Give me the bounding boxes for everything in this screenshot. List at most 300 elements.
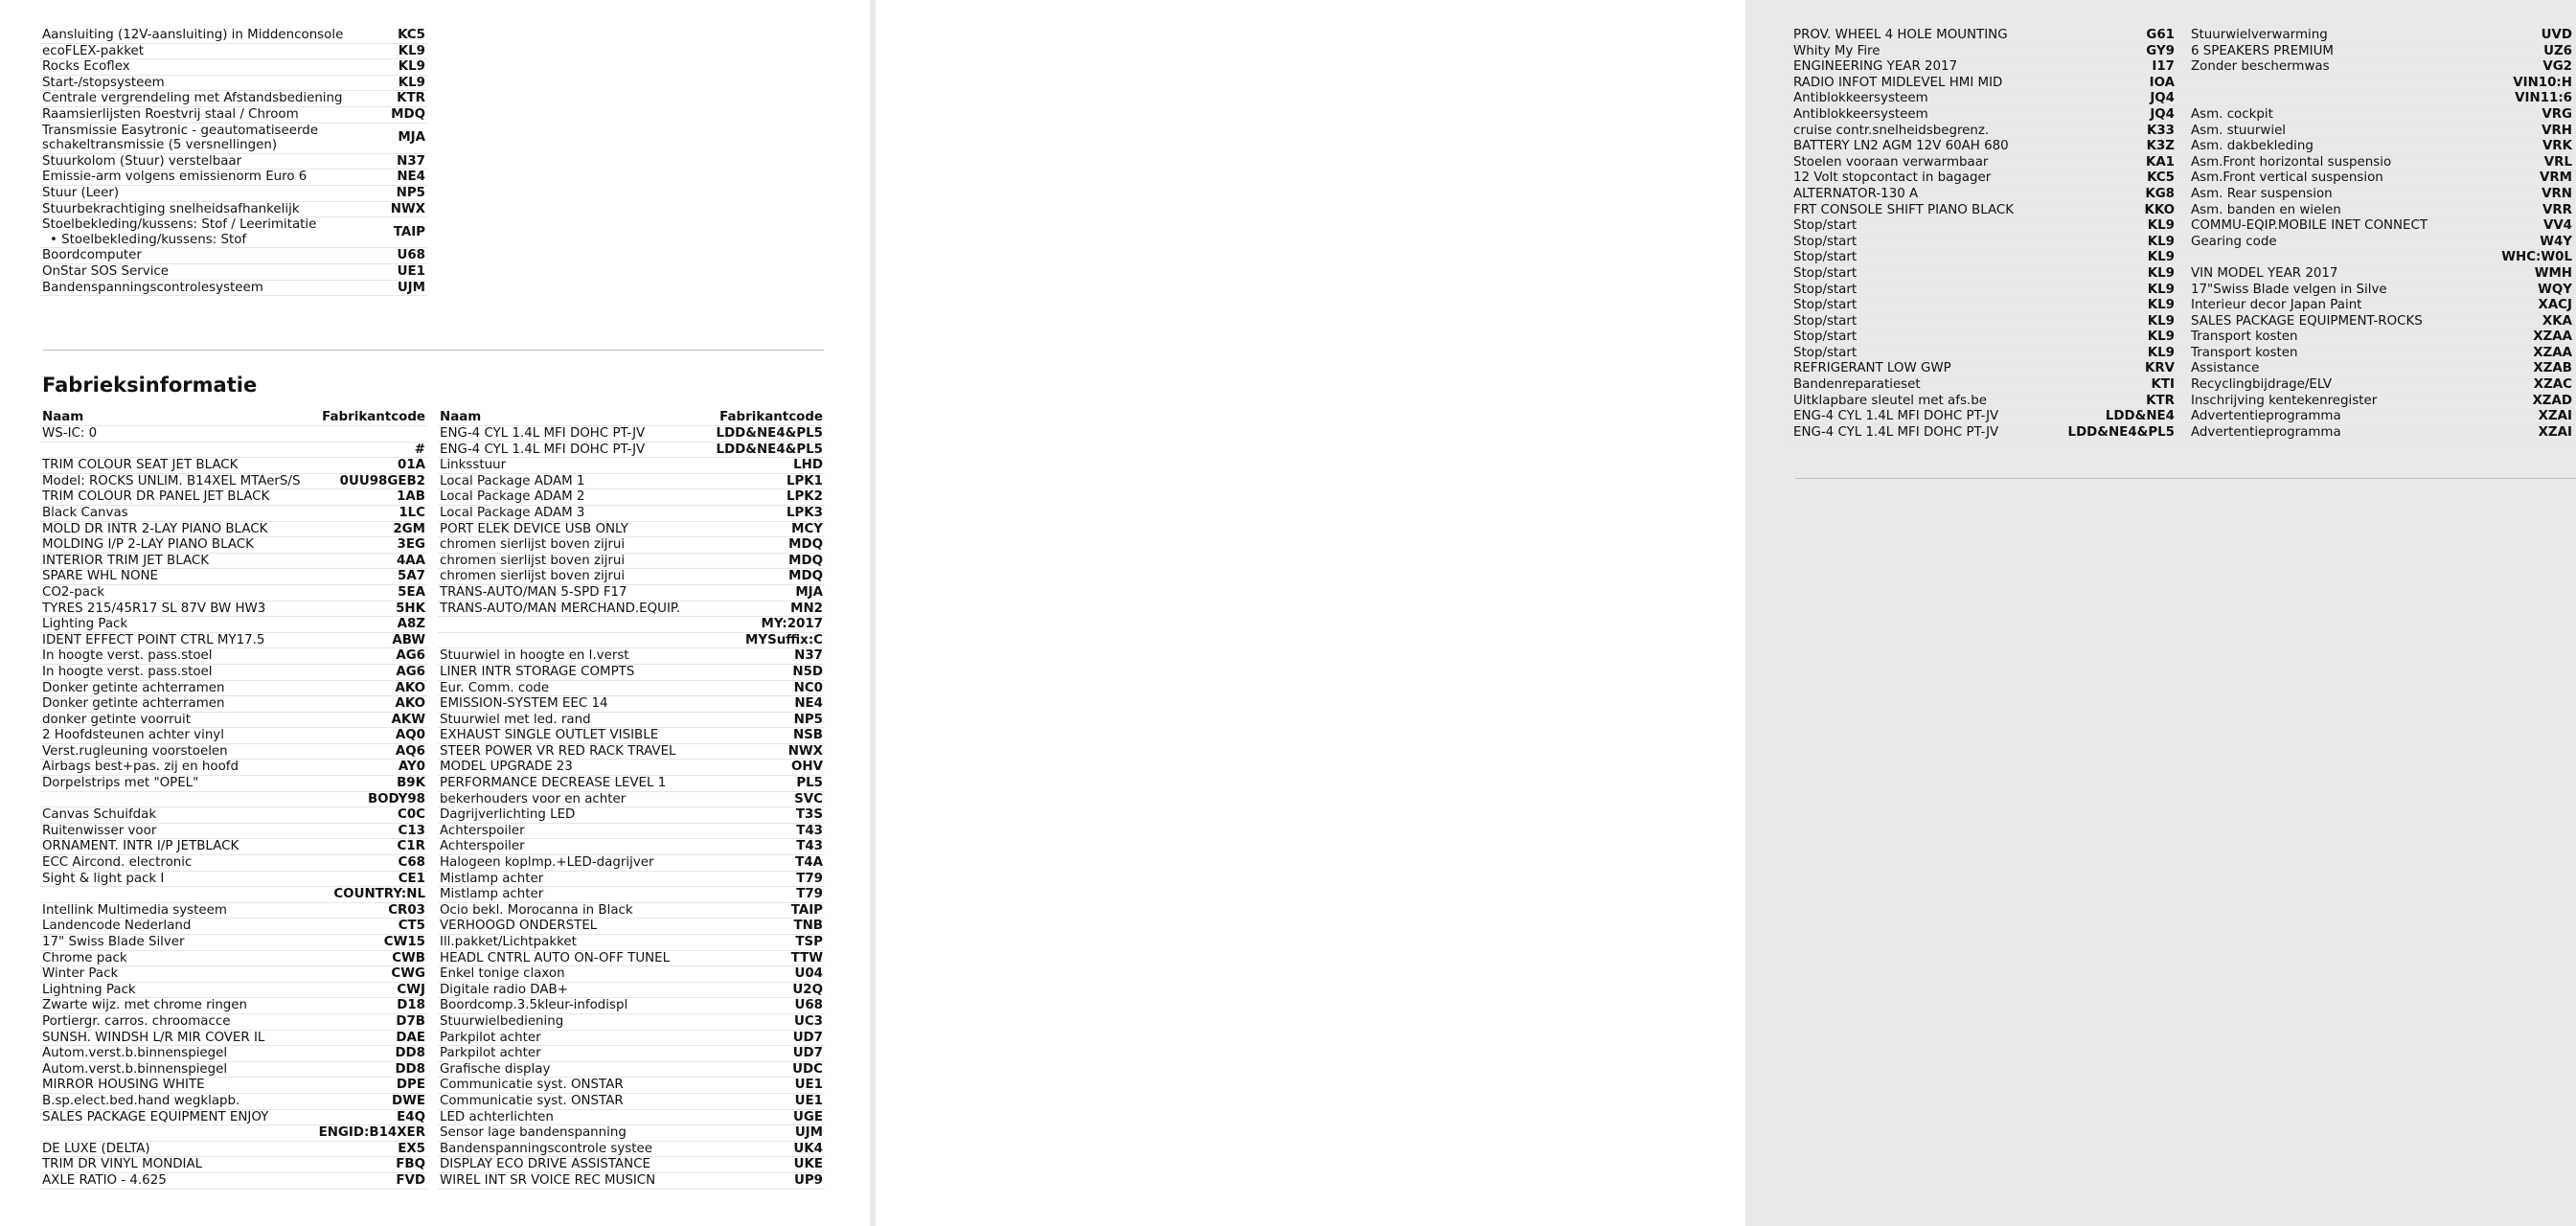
table-row [1791, 329, 2177, 346]
row-name-text: cruise contr.snelheidsbegrenz. [1793, 123, 1990, 138]
row-name [438, 743, 712, 760]
row-name [2189, 329, 2459, 346]
row-name [40, 1109, 314, 1125]
row-name [40, 871, 314, 887]
row-name [40, 458, 314, 474]
row-code: U04 [712, 966, 825, 983]
table-row [2189, 361, 2574, 377]
table-row [1791, 186, 2177, 202]
table-row [40, 966, 427, 983]
row-name-text: Centrale vergrendeling met Afstandsbediening [42, 91, 343, 106]
table-row [438, 712, 825, 728]
row-code: MYSuffix:C [712, 632, 825, 648]
row-name [438, 696, 712, 713]
table-row [2189, 43, 2574, 59]
row-name-text: DISPLAY ECO DRIVE ASSISTANCE [440, 1157, 650, 1172]
table-row [40, 919, 427, 935]
row-name-text: TRANS-AUTO/MAN MERCHAND.EQUIP. [440, 601, 681, 616]
row-name [40, 1172, 314, 1189]
row-code: TAIP [712, 902, 825, 919]
row-name-text: Inschrijving kentekenregister [2191, 393, 2378, 408]
row-name [438, 489, 712, 506]
table-row [40, 712, 427, 728]
row-name [40, 426, 314, 443]
row-name [40, 712, 314, 728]
row-name [438, 712, 712, 728]
table-row [1791, 282, 2177, 298]
row-name [40, 902, 314, 919]
row-code: WQY [2459, 282, 2574, 298]
row-code: VRM [2459, 170, 2574, 187]
row-name [438, 537, 712, 554]
row-code: CT5 [314, 919, 427, 935]
row-code: VV4 [2459, 218, 2574, 235]
row-name [438, 680, 712, 696]
row-name-text: Mistlamp achter [440, 887, 544, 902]
row-code: C0C [314, 807, 427, 824]
table-row [40, 1093, 427, 1109]
row-code: KTI [2062, 377, 2177, 394]
table-row [1791, 250, 2177, 266]
row-code: AKW [314, 712, 427, 728]
row-name-text: Stuurwielverwarming [2191, 28, 2328, 42]
row-name [40, 1157, 314, 1173]
row-name [40, 743, 314, 760]
table-row [438, 839, 825, 855]
row-code: NC0 [712, 680, 825, 696]
row-name [438, 426, 712, 443]
row-name [40, 473, 314, 489]
row-code: T4A [712, 855, 825, 872]
row-code: DPE [314, 1078, 427, 1094]
row-name-text: AXLE RATIO - 4.625 [42, 1172, 167, 1188]
row-name-text: Achterspoiler [440, 823, 525, 838]
row-name-text: Zonder beschermwas [2191, 59, 2330, 75]
table-row [40, 776, 427, 792]
row-name [40, 601, 314, 617]
row-name-text: Stuur (Leer) [42, 185, 120, 200]
row-code: T43 [712, 839, 825, 855]
row-code: ABW [314, 632, 427, 648]
table-row [40, 153, 427, 170]
table-row [1791, 170, 2177, 187]
table-row [40, 170, 427, 186]
row-code: NSB [712, 728, 825, 744]
table-row [438, 537, 825, 554]
row-code: UJM [712, 1125, 825, 1142]
row-name [2189, 250, 2459, 266]
row-name [2189, 393, 2459, 409]
row-code: MCY [712, 521, 825, 537]
row-name [40, 1030, 314, 1046]
row-name-text: LINER INTR STORAGE COMPTS [440, 664, 635, 679]
table-row [2189, 218, 2574, 235]
table-row [1791, 28, 2177, 43]
row-code: UC3 [712, 1013, 825, 1030]
row-code: UE1 [712, 1078, 825, 1094]
row-name-text: SPARE WHL NONE [42, 569, 158, 584]
row-name [438, 1030, 712, 1046]
table-row [438, 442, 825, 458]
row-code: ENGID:B14XER [314, 1125, 427, 1142]
row-code: I17 [2062, 59, 2177, 76]
row-name [438, 569, 712, 585]
row-name-text: MOLD DR INTR 2-LAY PIANO BLACK [42, 521, 268, 536]
table-row [40, 248, 427, 264]
row-name [438, 982, 712, 998]
row-name [1791, 393, 2062, 409]
table-row [40, 489, 427, 506]
row-name-text: chromen sierlijst boven zijrui [440, 537, 626, 553]
row-name [40, 664, 314, 680]
header-code: Fabrikantcode [314, 410, 427, 426]
row-code: NP5 [712, 712, 825, 728]
table-row [40, 505, 427, 521]
table-row [40, 1141, 427, 1157]
table-row [1791, 154, 2177, 170]
table-row [438, 426, 825, 443]
row-name [438, 760, 712, 776]
row-name-text: Raamsierlijsten Roestvrij staal / Chroom [42, 106, 299, 122]
row-name [438, 473, 712, 489]
table-row [2189, 377, 2574, 394]
table-row [1791, 424, 2177, 441]
row-code: LDD&NE4&PL5 [2062, 424, 2177, 441]
row-name-text: Linksstuur [440, 458, 507, 473]
row-name-text: Sensor lage bandenspanning [440, 1125, 627, 1141]
row-name [1791, 265, 2062, 282]
table-row [438, 966, 825, 983]
row-name [438, 855, 712, 872]
table-row [40, 263, 427, 280]
row-code: AQ6 [314, 743, 427, 760]
table-row [1791, 313, 2177, 329]
table-row [40, 839, 427, 855]
row-name-text: PROV. WHEEL 4 HOLE MOUNTING [1793, 28, 2008, 42]
table-row [40, 426, 427, 443]
row-name-text: Parkpilot achter [440, 1046, 541, 1061]
row-name-text: Asm. Rear suspension [2191, 186, 2333, 201]
table-row [438, 1046, 825, 1062]
row-code: XACJ [2459, 298, 2574, 314]
row-name [1791, 282, 2062, 298]
table-row [438, 1109, 825, 1125]
table-row [40, 201, 427, 217]
row-code: OHV [712, 760, 825, 776]
row-name-text: Autom.verst.b.binnenspiegel [42, 1061, 228, 1077]
table-row [438, 1013, 825, 1030]
row-name-text: Lighting Pack [42, 617, 128, 632]
row-name [2189, 59, 2459, 76]
row-name-text: donker getinte voorruit [42, 712, 191, 727]
row-name [40, 442, 314, 458]
table-row [40, 680, 427, 696]
row-name [40, 807, 314, 824]
row-name-text: 6 SPEAKERS PREMIUM [2191, 43, 2334, 58]
table-row [40, 982, 427, 998]
row-name [2189, 265, 2459, 282]
row-code: # [314, 442, 427, 458]
table-row [2189, 170, 2574, 187]
row-name-text: Canvas Schuifdak [42, 807, 157, 823]
row-code: 1LC [314, 505, 427, 521]
row-name-text: ECC Aircond. electronic [42, 855, 193, 871]
table-row [2189, 282, 2574, 298]
table-row [1791, 298, 2177, 314]
row-code: UE1 [356, 263, 427, 280]
table-row [438, 743, 825, 760]
row-name-text: SUNSH. WINDSH L/R MIR COVER IL [42, 1030, 265, 1045]
table-row [438, 489, 825, 506]
row-name [40, 1141, 314, 1157]
row-name-text: TRIM COLOUR SEAT JET BLACK [42, 458, 239, 473]
row-code: TTW [712, 950, 825, 966]
table-row [438, 473, 825, 489]
row-code: XZAI [2459, 409, 2574, 425]
row-code: VRH [2459, 123, 2574, 139]
row-name [40, 950, 314, 966]
row-name [40, 760, 314, 776]
table-row [40, 823, 427, 839]
table-row [40, 1046, 427, 1062]
row-name [40, 1061, 314, 1078]
table-row [438, 632, 825, 648]
table-row [438, 553, 825, 569]
row-name-text: Black Canvas [42, 505, 128, 520]
table-row [1791, 75, 2177, 91]
row-name [438, 648, 712, 665]
table-row [438, 1061, 825, 1078]
row-name-text: STEER POWER VR RED RACK TRAVEL [440, 743, 676, 759]
table-row [40, 185, 427, 201]
row-name [438, 1141, 712, 1157]
row-name [1791, 106, 2062, 123]
row-name-text: Local Package ADAM 3 [440, 505, 585, 520]
row-name [1791, 298, 2062, 314]
row-name [1791, 250, 2062, 266]
options-table [40, 28, 427, 296]
section-divider [1795, 478, 2576, 479]
row-name [40, 887, 314, 903]
row-code: KC5 [356, 28, 427, 43]
row-name-text: bekerhouders voor en achter [440, 791, 627, 806]
row-name-text: Ruitenwisser voor [42, 823, 157, 838]
row-code: DD8 [314, 1061, 427, 1078]
row-name [40, 170, 356, 186]
table-row [40, 791, 427, 807]
row-code: UJM [356, 280, 427, 296]
table-row [438, 998, 825, 1014]
row-code: AKO [314, 680, 427, 696]
row-name-text: 17" Swiss Blade Silver [42, 935, 185, 949]
table-row [2189, 91, 2574, 107]
table-row [40, 998, 427, 1014]
row-name [40, 280, 356, 296]
row-code: JQ4 [2062, 106, 2177, 123]
table-row [40, 584, 427, 601]
row-code: UZ6 [2459, 43, 2574, 59]
table-row [2189, 59, 2574, 76]
table-row [1791, 361, 2177, 377]
row-name-text: 12 Volt stopcontact in bagager [1793, 170, 1992, 186]
row-name-text: COMMU-EQIP.MOBILE INET CONNECT [2191, 218, 2428, 234]
row-name [438, 553, 712, 569]
row-name-text: SALES PACKAGE EQUIPMENT-ROCKS [2191, 313, 2423, 329]
row-code: TSP [712, 935, 825, 951]
header-code: Fabrikantcode [712, 410, 825, 426]
table-row [1791, 234, 2177, 250]
row-code: CWG [314, 966, 427, 983]
row-code: C13 [314, 823, 427, 839]
row-name-text: Start-/stopsysteem [42, 75, 165, 90]
table-row [438, 1157, 825, 1173]
row-code: BODY98 [314, 791, 427, 807]
row-name-text: INTERIOR TRIM JET BLACK [42, 553, 210, 568]
row-name-text: Asm.Front vertical suspension [2191, 170, 2383, 186]
row-name-text: WIREL INT SR VOICE REC MUSICN [440, 1172, 656, 1188]
row-name-text: Ill.pakket/Lichtpakket [440, 935, 577, 949]
table-row [40, 217, 427, 248]
row-name-text: VIN MODEL YEAR 2017 [2191, 265, 2338, 281]
row-name [40, 248, 356, 264]
row-code: U68 [356, 248, 427, 264]
table-row [1791, 91, 2177, 107]
row-code: KTR [2062, 393, 2177, 409]
table-row [40, 442, 427, 458]
table-row [40, 106, 427, 123]
row-name [1791, 377, 2062, 394]
row-name-text: SALES PACKAGE EQUIPMENT ENJOY [42, 1109, 269, 1124]
row-name-text: Stop/start [1793, 250, 1858, 265]
row-name [40, 75, 356, 91]
factory-table-col3 [1791, 28, 2177, 441]
row-name [40, 201, 356, 217]
row-name-text: Intellink Multimedia systeem [42, 902, 227, 918]
row-name-text: TRIM COLOUR DR PANEL JET BLACK [42, 489, 270, 505]
row-name-text: Stuurwiel met led. rand [440, 712, 591, 727]
row-code: SVC [712, 791, 825, 807]
table-row [40, 871, 427, 887]
row-code: UKE [712, 1157, 825, 1173]
row-name [438, 919, 712, 935]
row-name [1791, 59, 2062, 76]
row-name [1791, 123, 2062, 139]
table-row [40, 458, 427, 474]
row-name [438, 1172, 712, 1189]
row-name-text: DE LUXE (DELTA) [42, 1141, 150, 1156]
row-code: KL9 [2062, 313, 2177, 329]
table-row [438, 919, 825, 935]
factory-table-col2 [438, 410, 825, 1190]
row-name [40, 696, 314, 713]
row-name [1791, 170, 2062, 187]
row-code: KL9 [2062, 298, 2177, 314]
row-name-text: Whity My Fire [1793, 43, 1881, 58]
table-row [2189, 329, 2574, 346]
row-code: U2Q [712, 982, 825, 998]
document-page-right [876, 0, 2572, 1226]
table-row [438, 1093, 825, 1109]
row-name-text: Stop/start [1793, 298, 1858, 313]
row-name [1791, 234, 2062, 250]
row-code: AKO [314, 696, 427, 713]
row-name-text: Parkpilot achter [440, 1030, 541, 1045]
table-row [40, 1109, 427, 1125]
row-code: KA1 [2062, 154, 2177, 170]
row-name-text: Stuurwielbediening [440, 1013, 564, 1029]
table-row [40, 553, 427, 569]
row-code: DAE [314, 1030, 427, 1046]
row-name-text: Communicatie syst. ONSTAR [440, 1093, 624, 1108]
row-name-text: MODEL UPGRADE 23 [440, 760, 573, 775]
row-code: UE1 [712, 1093, 825, 1109]
table-row [2189, 202, 2574, 218]
row-name-text: Bandenspanningscontrolesysteem [42, 280, 263, 295]
row-name-text: FRT CONSOLE SHIFT PIANO BLACK [1793, 202, 2015, 217]
row-name [40, 680, 314, 696]
table-row [438, 760, 825, 776]
row-name [1791, 139, 2062, 155]
row-name-text: Communicatie syst. ONSTAR [440, 1078, 624, 1093]
row-code: XZAC [2459, 377, 2574, 394]
row-name [40, 728, 314, 744]
row-code: U68 [712, 998, 825, 1014]
row-code: 2GM [314, 521, 427, 537]
row-name-text: Antiblokkeersysteem [1793, 91, 1928, 106]
table-row [438, 871, 825, 887]
row-name [40, 982, 314, 998]
row-name-text: Stop/start [1793, 313, 1858, 329]
row-name [40, 839, 314, 855]
row-code: MDQ [356, 106, 427, 123]
row-name [2189, 91, 2459, 107]
table-row [1791, 106, 2177, 123]
row-name [438, 839, 712, 855]
row-name-text: VERHOOGD ONDERSTEL [440, 919, 598, 934]
table-row [438, 902, 825, 919]
row-name [1791, 91, 2062, 107]
row-code: FVD [314, 1172, 427, 1189]
row-code: KL9 [2062, 265, 2177, 282]
row-name-text: Eur. Comm. code [440, 680, 550, 695]
row-name-text: BATTERY LN2 AGM 12V 60AH 680 [1793, 139, 2009, 154]
row-code: LPK3 [712, 505, 825, 521]
row-code: CW15 [314, 935, 427, 951]
table-row [438, 617, 825, 633]
table-row [438, 680, 825, 696]
row-name-text: Sight & light pack I [42, 871, 165, 886]
table-row [2189, 154, 2574, 170]
table-row [1791, 43, 2177, 59]
row-name [438, 617, 712, 633]
table-row [40, 473, 427, 489]
row-name-text: Bandenreparatieset [1793, 377, 1921, 393]
row-code: C1R [314, 839, 427, 855]
table-row [40, 855, 427, 872]
row-code: 3EG [314, 537, 427, 554]
row-code: KC5 [2062, 170, 2177, 187]
row-name-text: Enkel tonige claxon [440, 966, 565, 982]
row-name [438, 935, 712, 951]
row-name [40, 521, 314, 537]
table-row [1791, 218, 2177, 235]
row-code: MY:2017 [712, 617, 825, 633]
table-row [2189, 106, 2574, 123]
table-row [438, 458, 825, 474]
row-name [40, 106, 356, 123]
row-name-text: Model: ROCKS UNLIM. B14XEL MTAerS/S [42, 473, 301, 488]
row-name [438, 902, 712, 919]
